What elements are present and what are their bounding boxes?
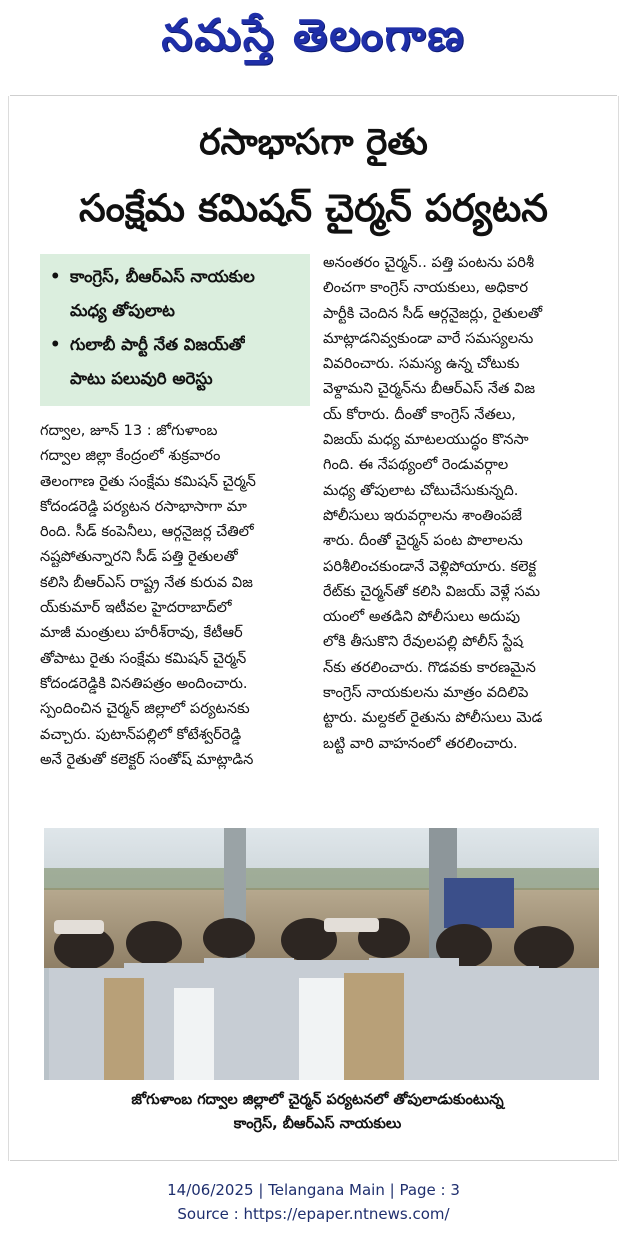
- article-line: గద్వాల, జూన్ 13 : జోగుళాంబ: [40, 422, 218, 439]
- highlight-text: పాటు పలువురి అరెస్టు: [70, 369, 213, 388]
- caption-line: కాంగ్రెస్, బీఆర్ఎస్ నాయకులు: [233, 1116, 402, 1132]
- highlight-text: కాంగ్రెస్, బీఆర్ఎస్ నాయకుల: [70, 267, 255, 286]
- highlight-item: [50, 260, 300, 328]
- article-line: మధ్య తోపులాట చోటుచేసుకున్నది.: [323, 481, 519, 499]
- article-line: య్‌కుమార్ ఇటీవల హైదరాబాద్‌లో: [40, 599, 232, 617]
- crowd-photo-illustration: [44, 828, 599, 1080]
- article-line: యంలో అతడిని పోలీసులు అదుపు: [323, 608, 521, 626]
- masthead: [0, 0, 627, 80]
- article-line: నష్టపోతున్నారని సీడ్ పత్తి రైతులతో: [40, 548, 238, 566]
- edition-info: 14/06/2025 | Telangana Main | Page : 3: [167, 1181, 460, 1199]
- article-line: వచ్చారు. పుటాన్‌పల్లిలో కోటేశ్వర్‌రెడ్డి: [40, 725, 242, 743]
- news-photo: [44, 828, 599, 1080]
- article-line: పోలీసులు ఇరువర్గాలను శాంతింపజే: [323, 506, 522, 524]
- bullet-icon: •: [50, 267, 61, 286]
- headline-line-2: సంక్షేమ కమిషన్ చైర్మన్ పర్యటన: [79, 186, 548, 230]
- highlight-item: [50, 328, 300, 396]
- article-line: పరిశీలించకుండానే వెళ్లిపోయారు. కలెక్ట: [323, 557, 537, 575]
- article-line: అనంతరం చైర్మన్.. పత్తి పంటను పరిశీ: [323, 254, 534, 271]
- headline-line-1: రసాభాసగా రైతు: [199, 122, 428, 163]
- article-line: రింది. సీడ్ కంపెనీలు, ఆర్గనైజర్ల చేతిలో: [40, 523, 254, 541]
- newspaper-logo: నమస్తే తెలంగాణ: [161, 10, 466, 61]
- article-line: శారు. దీంతో చైర్మన్ పంట పొలాలను: [323, 532, 523, 550]
- caption-line: జోగుళాంబ గద్వాల జిల్లాలో చైర్మన్ పర్యటనలో తోపులాడుకుంటున్న: [131, 1092, 504, 1108]
- article-line: కాంగ్రెస్ నాయకులను మాత్రం వదిలిపె: [323, 684, 529, 702]
- article-line: స్పందించిన చైర్మన్ జిల్లాలో పర్యటనకు: [40, 700, 250, 718]
- article-column-left: [40, 418, 310, 772]
- highlight-text: గులాబీ పార్టీ నేత విజయ్‌తో: [70, 335, 245, 354]
- highlight-text: మధ్య తోపులాట: [70, 301, 175, 320]
- page-footer: [0, 1178, 627, 1226]
- article-column-right: [323, 250, 593, 756]
- photo-caption: [40, 1088, 595, 1136]
- article-line: కలిసి బీఆర్ఎస్ రాష్ట్ర నేత కురువ విజ: [40, 573, 253, 591]
- article-line: గద్వాల జిల్లా కేంద్రంలో శుక్రవారం: [40, 447, 221, 465]
- article-line: వివరించారు. సమస్య ఉన్న చోటుకు: [323, 355, 520, 373]
- article-line: అనే రైతుతో కలెక్టర్ సంతోష్ మాట్లాడిన: [40, 750, 254, 768]
- article-line: మాట్లాడనివ్వకుండా వారే సమస్యలను: [323, 329, 534, 347]
- article-line: లించగా కాంగ్రెస్ నాయకులు, అధికార: [323, 279, 528, 297]
- source-link[interactable]: Source : https://epaper.ntnews.com/: [177, 1205, 450, 1223]
- article-line: కోదండరెడ్డికి వినతిపత్రం అందించారు.: [40, 674, 248, 692]
- article-line: కోదండరెడ్డి పర్యటన రసాభాసాగా మా: [40, 497, 247, 515]
- article-line: తెలంగాణ రైతు సంక్షేమ కమిషన్ చైర్మన్: [40, 472, 256, 490]
- article-line: య్ కోరారు. దీంతో కాంగ్రెస్ నేతలు,: [323, 405, 516, 423]
- article-line: బట్టి వారి వాహనంలో తరలించారు.: [323, 734, 518, 752]
- article-line: మాజీ మంత్రులు హరీశ్‌రావు, కేటీఆర్: [40, 624, 243, 642]
- article-line: పార్టీకి చెందిన సీడ్ ఆర్గనైజర్లు, రైతులతో: [323, 304, 543, 322]
- article-line: తోపాటు రైతు సంక్షేమ కమిషన్ చైర్మన్: [40, 649, 247, 667]
- article-line: వెళ్దామని చైర్మన్‌ను బీఆర్ఎస్ నేత విజ: [323, 380, 536, 398]
- article-line: న్‌కు తరలించారు. గొడవకు కారణమైన: [323, 658, 536, 676]
- article-line: లోకి తీసుకొని రేవులపల్లి పోలీస్ స్టేష: [323, 633, 524, 651]
- divider: [10, 1160, 617, 1161]
- article-line: విజయ్ మధ్య మాటలయుద్ధం కొనసా: [323, 431, 529, 449]
- highlights-box: [40, 254, 310, 406]
- article-line: రేట్‌కు చైర్మన్‌తో కలిసి విజయ్ వెళ్లే సమ: [323, 582, 541, 600]
- article-line: గింది. ఈ నేపథ్యంలో రెండువర్గాల: [323, 456, 509, 474]
- bullet-icon: •: [50, 335, 61, 354]
- article-line: ట్టారు. మల్దకల్ రైతును పోలీసులు మెడ: [323, 709, 543, 727]
